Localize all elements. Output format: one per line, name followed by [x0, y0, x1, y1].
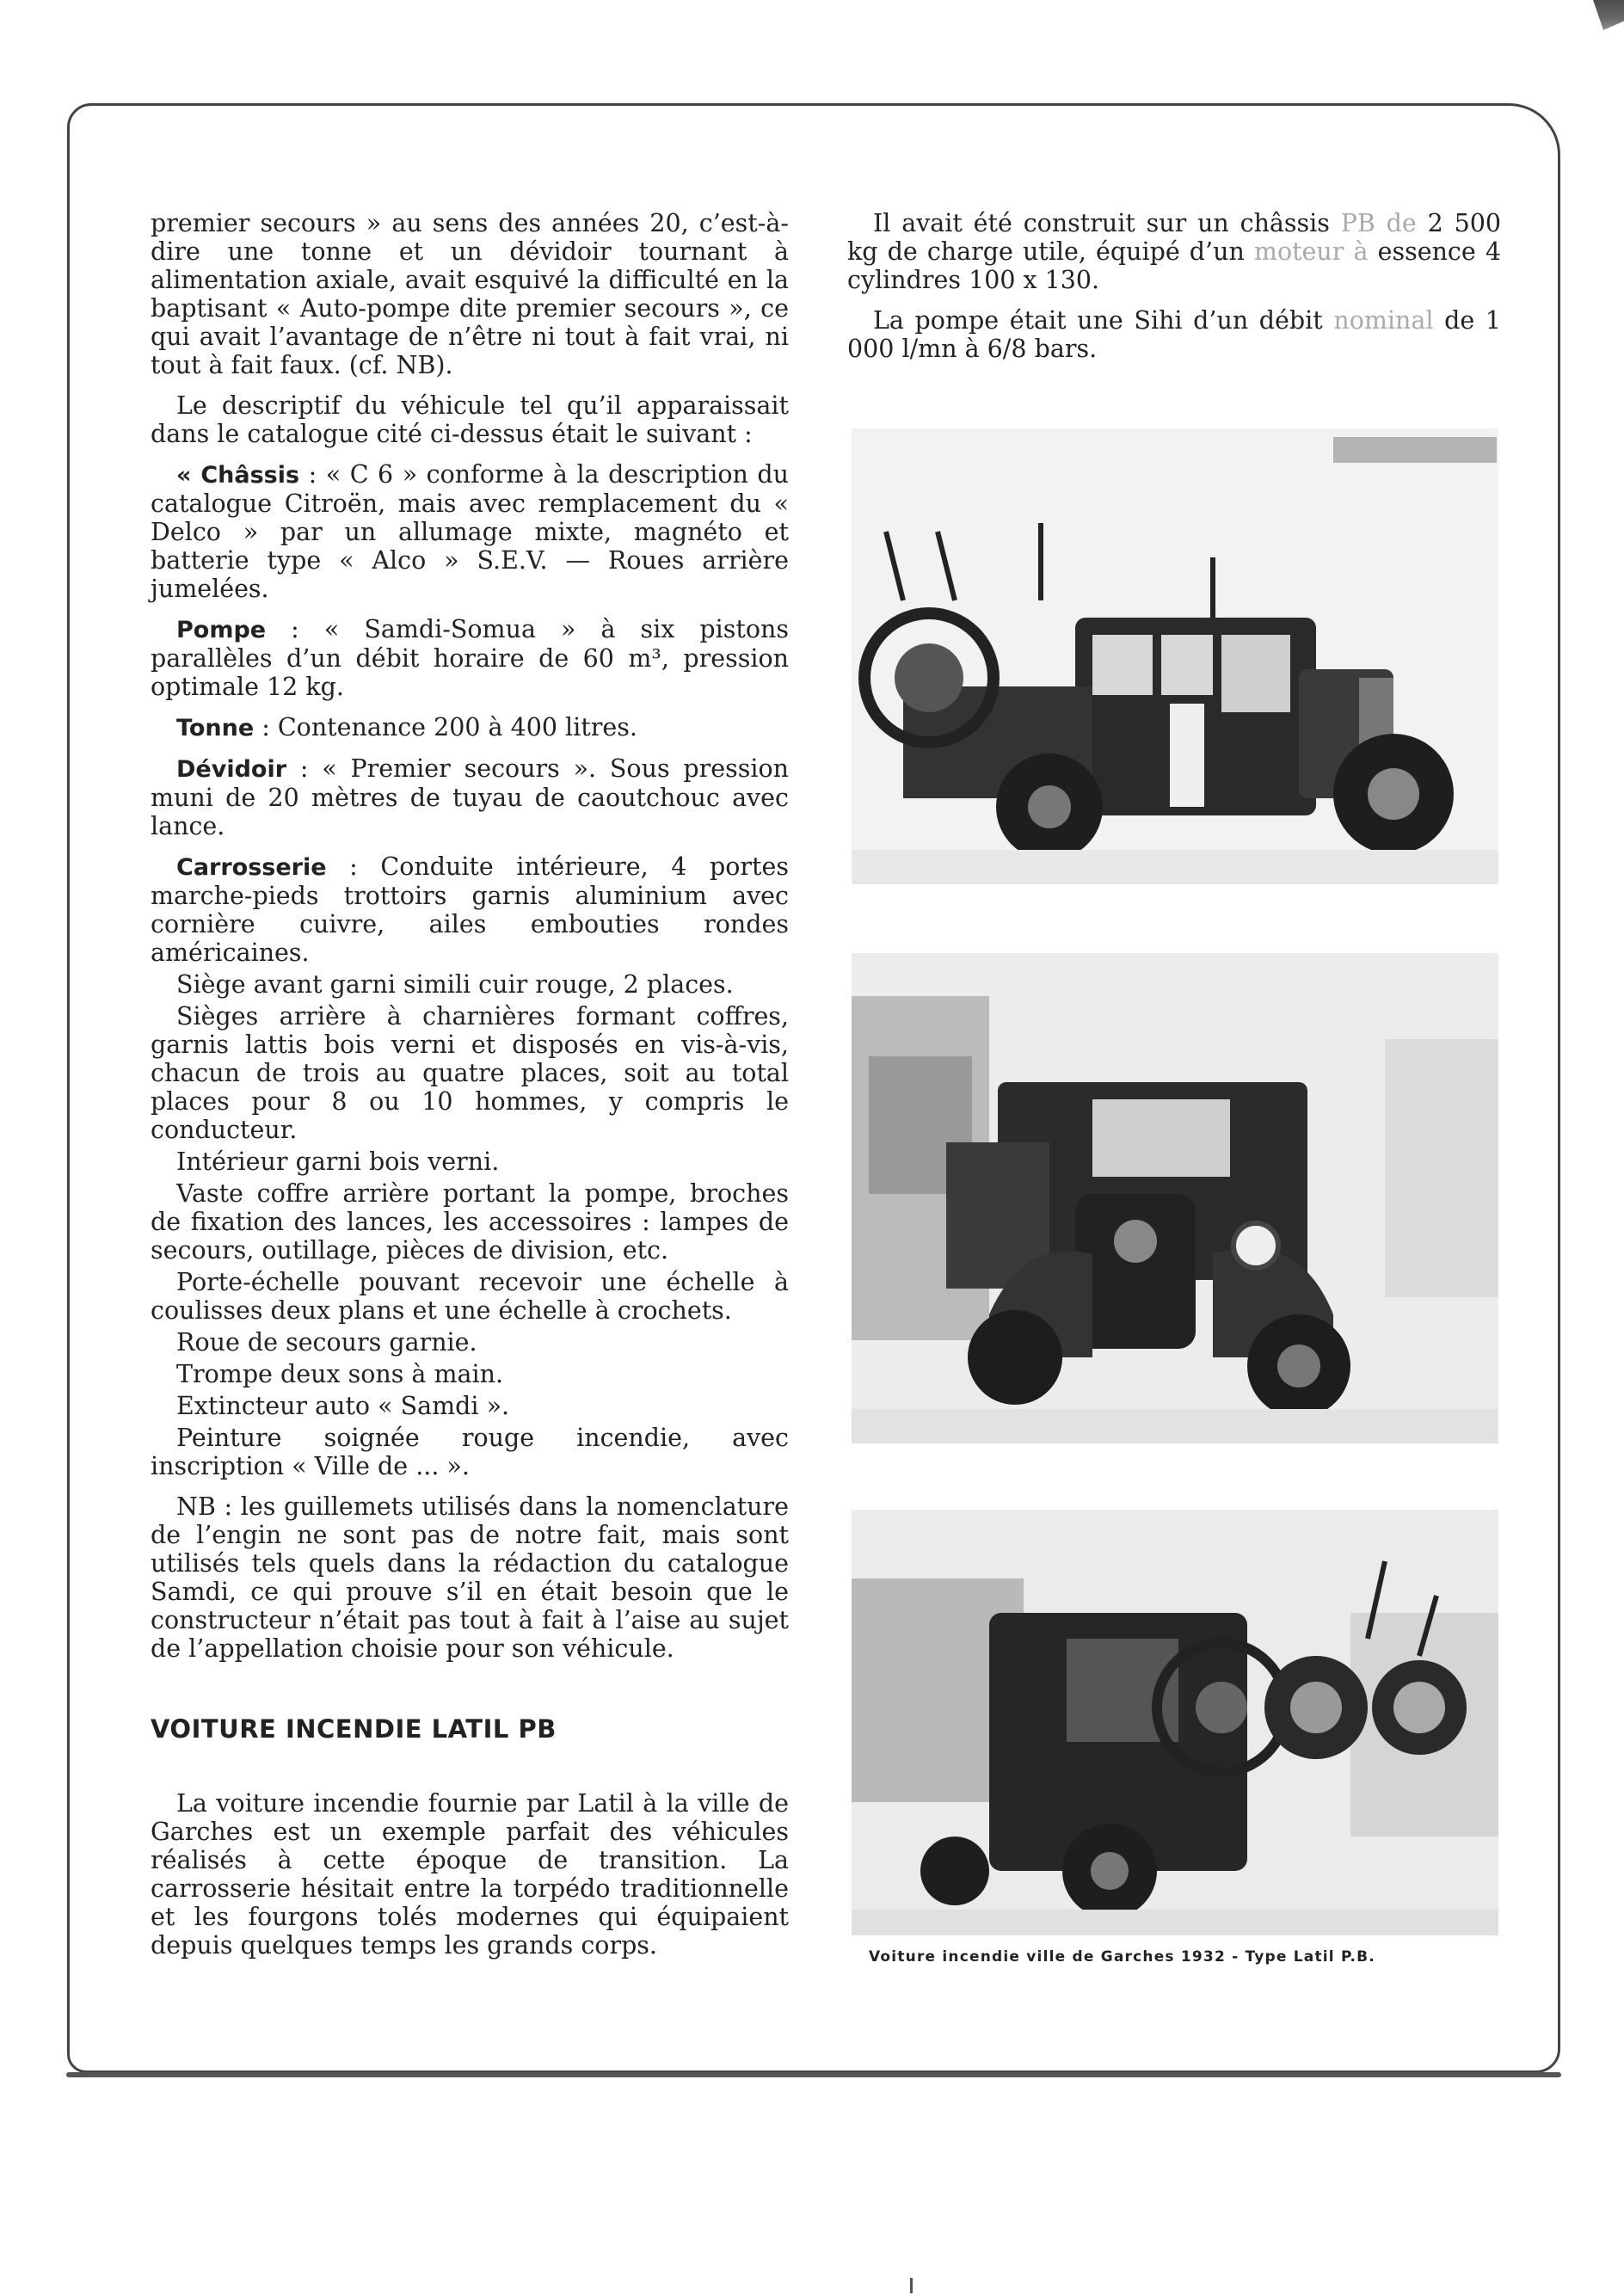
scan-bottom-mark	[910, 2278, 913, 2293]
photo-front-view	[852, 953, 1498, 1443]
paragraph-pompe	[151, 615, 789, 701]
text-devidoir: : « Premier secours ». Sous pression muni de 20 mètres de tuyau de caoutchouc avec lance.	[151, 754, 789, 840]
term-tonne: Tonne	[176, 715, 255, 741]
truck-front-illustration	[852, 953, 1498, 1443]
text-chassis-pb-a: Il avait été construit sur un châssis	[873, 209, 1341, 237]
paragraph-chassis	[151, 460, 789, 603]
truck-side-illustration	[852, 428, 1498, 884]
paragraph-descriptif: Le descriptif du véhicule tel qu’il apparaissait dans le catalogue cité ci-dessus était le suivant :	[151, 391, 789, 448]
paragraph-nb: NB : les guillemets utilisés dans la nomenclature de l’engin ne sont pas de notre fait, mais sont utilisés tels quels dans la rédaction du catalogue Samdi, ce qui prouve s’il en était besoin que le constructeur n’était pas tout à fait à l’aise au sujet de l’appellation choisie pour son véhicule.	[151, 1492, 789, 1663]
section-title: VOITURE INCENDIE LATIL PB	[151, 1714, 557, 1744]
text-sihi-a: La pompe était une Sihi d’un débit	[873, 306, 1334, 335]
text-chassis-pb-c: 2 500 kg de charge utile, équipé d’un	[847, 209, 1501, 266]
paragraph-carrosserie	[151, 852, 789, 967]
text-chassis: : « C 6 » conforme à la description du catalogue Citroën, mais avec remplacement du « Delco » par un allumage mixte, magnéto et batterie type « Alco » S.E.V. — Roues arrière jumelées.	[151, 460, 789, 603]
text-sihi-c: de 1 000 l/mn à 6/8 bars.	[847, 306, 1501, 363]
line-sieges-arriere: Sièges arrière à charnières formant coffres, garnis lattis bois verni et disposés en vis-à-vis, chacun de trois au quatre places, soit au total places pour 8 ou 10 hommes, y compris le conducteur.	[151, 1002, 789, 1144]
term-chassis: « Châssis	[176, 462, 300, 489]
term-pompe: Pompe	[176, 617, 267, 643]
paragraph-devidoir	[151, 754, 789, 840]
text-chassis-pb-d: moteur à	[1253, 237, 1369, 266]
right-column	[847, 209, 1501, 375]
text-chassis-pb-e: essence 4 cylindres 100 x 130.	[847, 237, 1501, 294]
paragraph-chassis-pb	[847, 209, 1501, 294]
section-body	[151, 1789, 789, 1960]
text-carrosserie: : Conduite intérieure, 4 portes marche-pieds trottoirs garnis aluminium avec cornière cuivre, ailes embouties rondes américaines.	[151, 852, 789, 967]
term-devidoir: Dévidoir	[176, 756, 287, 783]
text-pompe: : « Samdi-Somua » à six pistons parallèles d’un débit horaire de 60 m³, pression optimale 12 kg.	[151, 615, 789, 701]
text-sihi-b: nominal	[1333, 306, 1434, 335]
line-coffre: Vaste coffre arrière portant la pompe, broches de fixation des lances, les accessoires : lampes de secours, outillage, pièces de division, etc.	[151, 1179, 789, 1264]
paragraph-intro: premier secours » au sens des années 20, c’est-à-dire une tonne et un dévidoir tournant à alimentation axiale, avait esquivé la difficulté en la baptisant « Auto-pompe dite premier secours », ce qui avait l’avantage de n’être ni tout à fait vrai, ni tout à fait faux. (cf. NB).	[151, 209, 789, 379]
line-trompe: Trompe deux sons à main.	[176, 1360, 504, 1388]
term-carrosserie: Carrosserie	[176, 854, 327, 881]
line-extincteur: Extincteur auto « Samdi ».	[176, 1392, 510, 1420]
scan-edge-mark	[1572, 0, 1624, 60]
line-peinture: Peinture soignée rouge incendie, avec inscription « Ville de ... ».	[151, 1424, 789, 1480]
photo-side-view	[852, 428, 1498, 884]
left-column	[151, 209, 789, 1675]
paragraph-tonne	[151, 713, 789, 742]
photo-rear-view	[852, 1510, 1498, 1935]
paragraph-latil: La voiture incendie fournie par Latil à la ville de Garches est un exemple parfait des véhicules réalisés à cette époque de transition. La carrosserie hésitait entre la torpédo traditionnelle et les fourgons tolés modernes qui équipaient depuis quelques temps les grands corps.	[151, 1789, 789, 1960]
truck-rear-illustration	[852, 1510, 1498, 1935]
photo-caption: Voiture incendie ville de Garches 1932 - Type Latil P.B.	[869, 1948, 1375, 1966]
text-tonne: : Contenance 200 à 400 litres.	[254, 713, 637, 741]
line-porte-echelle: Porte-échelle pouvant recevoir une échelle à coulisses deux plans et une échelle à crochets.	[151, 1268, 789, 1325]
paragraph-pompe-sihi	[847, 306, 1501, 363]
line-roue: Roue de secours garnie.	[176, 1328, 477, 1357]
line-interieur: Intérieur garni bois verni.	[176, 1148, 500, 1176]
line-siege-avant: Siège avant garni simili cuir rouge, 2 places.	[176, 970, 734, 999]
text-chassis-pb-b: PB de	[1340, 209, 1417, 237]
